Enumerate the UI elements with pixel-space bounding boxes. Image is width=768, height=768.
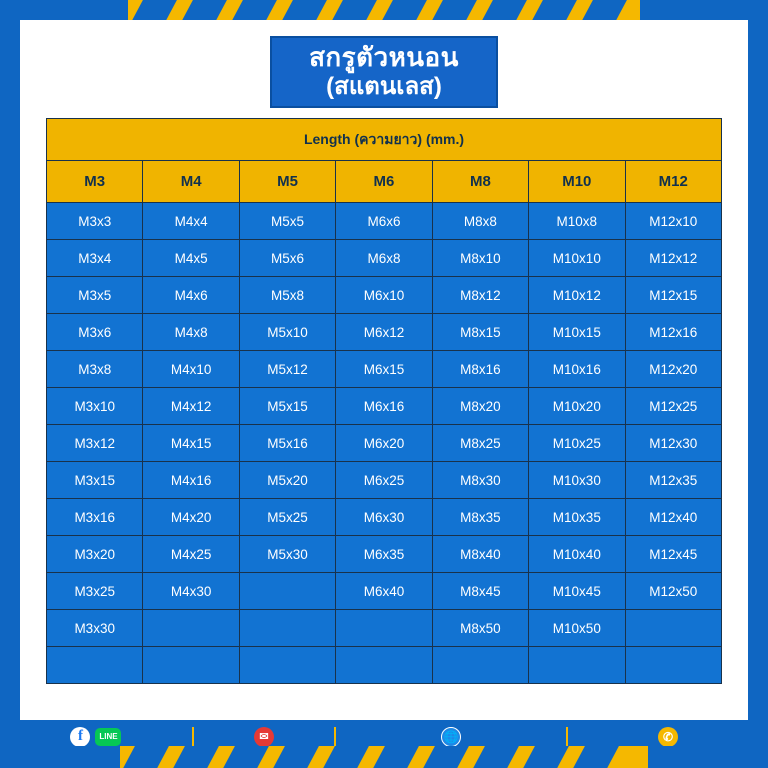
table-row: [47, 499, 722, 536]
table-cell: M10x40: [529, 536, 625, 573]
table-cell: M8x45: [432, 573, 528, 610]
table-row: [47, 388, 722, 425]
spec-table-wrapper: [46, 118, 722, 684]
envelope-icon: ✉: [254, 727, 274, 747]
table-row: [47, 314, 722, 351]
table-cell: M4x20: [143, 499, 239, 536]
table-cell: M6x15: [336, 351, 432, 388]
table-cell: M6x12: [336, 314, 432, 351]
column-header-m8: M8: [432, 161, 528, 203]
table-row: [47, 610, 722, 647]
table-cell: [529, 647, 625, 684]
table-cell: [625, 610, 721, 647]
phone-icon: ✆: [658, 727, 678, 747]
table-cell: M6x6: [336, 203, 432, 240]
table-cell: M5x25: [239, 499, 335, 536]
table-cell: M4x12: [143, 388, 239, 425]
table-cell: M6x8: [336, 240, 432, 277]
column-header-m12: M12: [625, 161, 721, 203]
table-cell: M10x45: [529, 573, 625, 610]
table-cell: M6x16: [336, 388, 432, 425]
table-cell: M12x45: [625, 536, 721, 573]
table-cell: M3x12: [47, 425, 143, 462]
table-cell: M10x30: [529, 462, 625, 499]
table-row: [47, 351, 722, 388]
bottom-chevron-band: [0, 746, 768, 768]
table-cell: [47, 647, 143, 684]
table-row: [47, 240, 722, 277]
table-cell: M8x30: [432, 462, 528, 499]
table-row: [47, 647, 722, 684]
table-cell: M8x10: [432, 240, 528, 277]
table-cell: M5x12: [239, 351, 335, 388]
column-header-m10: M10: [529, 161, 625, 203]
table-cell: M10x8: [529, 203, 625, 240]
table-cell: M3x25: [47, 573, 143, 610]
table-cell: [625, 647, 721, 684]
table-cell: M5x8: [239, 277, 335, 314]
table-cell: [336, 610, 432, 647]
table-header-row: [47, 161, 722, 203]
table-cell: M8x16: [432, 351, 528, 388]
table-body: [47, 203, 722, 684]
table-cell: M12x50: [625, 573, 721, 610]
table-cell: M6x10: [336, 277, 432, 314]
column-header-m3: M3: [47, 161, 143, 203]
table-cell: M8x12: [432, 277, 528, 314]
globe-icon: 🌐: [441, 727, 461, 747]
table-cell: M10x10: [529, 240, 625, 277]
table-row: [47, 573, 722, 610]
table-cell: M10x25: [529, 425, 625, 462]
table-row: [47, 425, 722, 462]
table-cell: M5x15: [239, 388, 335, 425]
line-icon[interactable]: LINE: [95, 728, 121, 746]
table-cell: M6x35: [336, 536, 432, 573]
table-cell: M4x30: [143, 573, 239, 610]
table-row: [47, 203, 722, 240]
table-cell: M10x50: [529, 610, 625, 647]
table-cell: M12x30: [625, 425, 721, 462]
table-banner-row: [47, 119, 722, 161]
table-cell: M8x40: [432, 536, 528, 573]
table-cell: M4x5: [143, 240, 239, 277]
table-cell: M12x40: [625, 499, 721, 536]
table-cell: M8x35: [432, 499, 528, 536]
table-cell: M12x10: [625, 203, 721, 240]
table-cell: M4x16: [143, 462, 239, 499]
table-cell: M4x8: [143, 314, 239, 351]
table-cell: M4x10: [143, 351, 239, 388]
table-cell: M3x16: [47, 499, 143, 536]
table-cell: M3x4: [47, 240, 143, 277]
table-cell: M4x4: [143, 203, 239, 240]
table-cell: M5x16: [239, 425, 335, 462]
table-cell: M8x15: [432, 314, 528, 351]
table-cell: M3x20: [47, 536, 143, 573]
table-cell: M3x3: [47, 203, 143, 240]
column-header-m5: M5: [239, 161, 335, 203]
table-cell: M12x12: [625, 240, 721, 277]
table-banner-label: Length (ความยาว) (mm.): [47, 119, 722, 161]
table-cell: M4x25: [143, 536, 239, 573]
table-cell: M10x15: [529, 314, 625, 351]
table-cell: M3x5: [47, 277, 143, 314]
table-cell: [432, 647, 528, 684]
table-cell: M12x16: [625, 314, 721, 351]
table-cell: M3x6: [47, 314, 143, 351]
table-cell: M4x6: [143, 277, 239, 314]
table-cell: M6x25: [336, 462, 432, 499]
table-cell: M12x15: [625, 277, 721, 314]
table-cell: M12x20: [625, 351, 721, 388]
table-cell: M10x20: [529, 388, 625, 425]
table-cell: M3x8: [47, 351, 143, 388]
table-cell: M8x8: [432, 203, 528, 240]
table-cell: M5x10: [239, 314, 335, 351]
table-cell: M8x50: [432, 610, 528, 647]
table-row: [47, 462, 722, 499]
table-cell: M5x6: [239, 240, 335, 277]
table-cell: M8x25: [432, 425, 528, 462]
content-card: [20, 20, 748, 720]
table-cell: [336, 647, 432, 684]
table-cell: M5x20: [239, 462, 335, 499]
table-cell: M6x30: [336, 499, 432, 536]
table-cell: M10x35: [529, 499, 625, 536]
table-cell: M3x15: [47, 462, 143, 499]
spec-table: [46, 118, 722, 684]
table-cell: M5x30: [239, 536, 335, 573]
table-cell: [143, 647, 239, 684]
table-cell: [239, 647, 335, 684]
table-cell: M12x35: [625, 462, 721, 499]
table-row: [47, 536, 722, 573]
column-header-m4: M4: [143, 161, 239, 203]
table-cell: [239, 573, 335, 610]
table-cell: [143, 610, 239, 647]
table-cell: M8x20: [432, 388, 528, 425]
table-cell: M6x20: [336, 425, 432, 462]
table-cell: M12x25: [625, 388, 721, 425]
title-line-2: (สแตนเลส): [326, 73, 442, 101]
column-header-m6: M6: [336, 161, 432, 203]
table-row: [47, 277, 722, 314]
table-cell: M10x16: [529, 351, 625, 388]
title-line-1: สกรูตัวหนอน: [309, 42, 459, 73]
table-cell: M6x40: [336, 573, 432, 610]
table-cell: M4x15: [143, 425, 239, 462]
page-title: [270, 36, 498, 108]
table-cell: [239, 610, 335, 647]
table-cell: M5x5: [239, 203, 335, 240]
facebook-icon[interactable]: f: [70, 727, 90, 747]
table-cell: M3x30: [47, 610, 143, 647]
table-cell: M10x12: [529, 277, 625, 314]
table-cell: M3x10: [47, 388, 143, 425]
